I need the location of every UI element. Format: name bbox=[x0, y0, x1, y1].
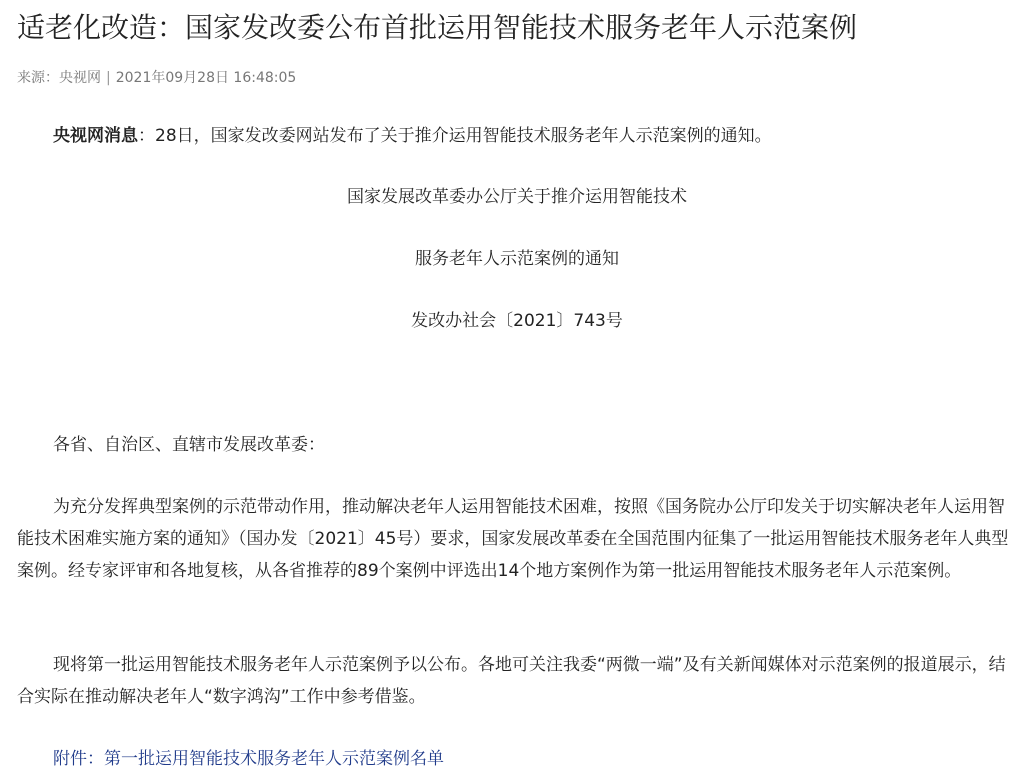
attachment-paragraph bbox=[17, 743, 1015, 775]
body-paragraph-2: 现将第一批运用智能技术服务老年人示范案例予以公布。各地可关注我委“两微一端”及有关新闻媒体对示范案例的报道展示，结合实际在推动解决老年人“数字鸿沟”工作中参考借鉴。 bbox=[17, 655, 1006, 707]
notice-title-line2: 服务老年人示范案例的通知 bbox=[415, 249, 619, 269]
document-number: 发改办社会〔2021〕743号 bbox=[411, 311, 623, 331]
source-name: 央视网 bbox=[59, 70, 101, 86]
attachment-link[interactable]: 附件：第一批运用智能技术服务老年人示范案例名单 bbox=[53, 749, 444, 769]
body-paragraph-1: 为充分发挥典型案例的示范带动作用，推动解决老年人运用智能技术困难，按照《国务院办公厅印发关于切实解决老年人运用智能技术困难实施方案的通知》（国办发〔2021〕45号）要求，国家发展改革委在全国范围内征集了一批运用智能技术服务老年人典型案例。经专家评审和各地复核，从各省推荐的89个案例中评选出14个地方案例作为第一批运用智能技术服务老年人示范案例。 bbox=[17, 497, 1009, 581]
lead-paragraph bbox=[17, 120, 1015, 152]
lead-text: ：28日，国家发改委网站发布了关于推介运用智能技术服务老年人示范案例的通知。 bbox=[138, 126, 772, 146]
notice-title-line1: 国家发展改革委办公厅关于推介运用智能技术 bbox=[347, 187, 687, 207]
source-label: 来源： bbox=[17, 70, 59, 86]
meta-separator: | bbox=[106, 70, 111, 86]
article-meta bbox=[17, 68, 296, 88]
lead-label: 央视网消息 bbox=[53, 126, 138, 146]
publish-datetime: 2021年09月28日 16:48:05 bbox=[115, 70, 297, 86]
article-title: 适老化改造：国家发改委公布首批运用智能技术服务老年人示范案例 bbox=[17, 11, 858, 44]
salutation: 各省、自治区、直辖市发展改革委： bbox=[53, 435, 325, 455]
